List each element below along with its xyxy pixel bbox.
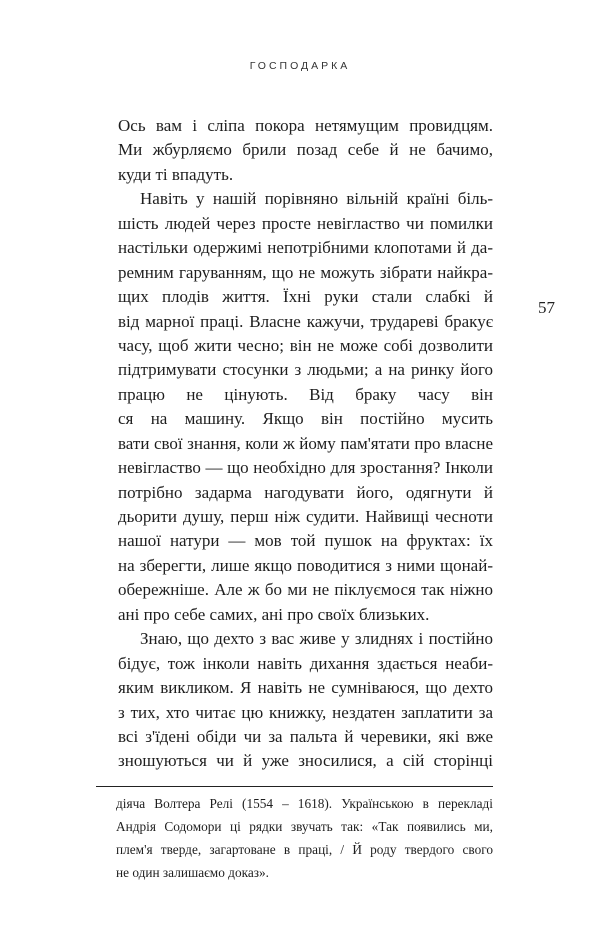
text-line: зношуються чи й уже зносилися, а сій сторінці (118, 751, 493, 771)
footnote-line: Андрія Содомори ці рядки звучать так: «Так появились ми, (116, 819, 493, 834)
text-line: шість людей через просте невігластво чи помилки (118, 213, 493, 233)
text-line: ремним гаруванням, що не можуть зібрати найкра- (118, 262, 493, 282)
text-line: невігластво — що необхідно для зростання? Інколи (118, 458, 493, 478)
text-line: настільки одержимі непотрібними клопотами й да- (118, 238, 493, 258)
footnote-line: діяча Волтера Релі (1554 – 1618). Українською в перекладі (116, 796, 493, 811)
text-line: Знаю, що дехто з вас живе у злиднях і постійно (140, 629, 493, 649)
text-line: Навіть у нашій порівняно вільній країні біль- (140, 189, 493, 209)
text-line: нашої натури — мов той пушок на фруктах: їх (118, 531, 493, 551)
text-line: дьорити душу, перш ніж судити. Найвищі чесноти (118, 507, 493, 526)
text-line: вати свої знання, коли ж йому пам'ятати про власне (118, 433, 493, 453)
footnote-divider (96, 786, 493, 787)
body-text (118, 114, 493, 774)
text-line: з тих, хто читає цю книжку, нездатен заплатити за (118, 702, 493, 722)
running-header: ГОСПОДАРКА (249, 60, 351, 72)
text-line: працю не цінують. Від браку часу він (118, 384, 493, 404)
text-line: ані про себе самих, ані про своїх близьких. (118, 604, 430, 624)
text-line: ся на машину. Якщо він постійно мусить (118, 409, 493, 429)
text-line: підтримувати стосунки з людьми; а на ринку його (118, 360, 493, 380)
text-line: Ось вам і сліпа покора нетямущим провидцям. (118, 116, 493, 135)
text-line: на зберегти, лише якщо поводитися з ними щонай- (118, 555, 493, 575)
text-line: Ми жбурляємо брили позад себе й не бачимо, (118, 140, 493, 160)
text-line: обережніше. Але ж бо ми не піклуємося так ніжно (118, 580, 493, 600)
footnote-line: не один залишаємо доказ». (116, 865, 269, 880)
text-line: куди ті впадуть. (118, 164, 234, 184)
text-line: бідує, тож інколи навіть дихання здається неаби- (118, 653, 493, 673)
text-line: всі з'їдені обіди чи за пальта й черевики, які вже (118, 726, 493, 746)
footnote (116, 792, 493, 884)
text-line: щих плодів життя. Їхні руки стали слабкі й (118, 287, 493, 307)
text-line: потрібно задарма нагодувати його, одягнути й (118, 482, 493, 502)
footnote-line: плем'я тверде, загартоване в праці, / Й роду твердого свого (116, 842, 493, 857)
text-line: від марної праці. Власне кажучи, трудареві бракує (118, 311, 493, 331)
page-number: 57 (538, 298, 555, 317)
text-line: яким викликом. Я навіть не сумніваюся, що дехто (118, 678, 493, 698)
text-line: часу, щоб жити чесно; він не може собі дозволити (118, 335, 493, 355)
